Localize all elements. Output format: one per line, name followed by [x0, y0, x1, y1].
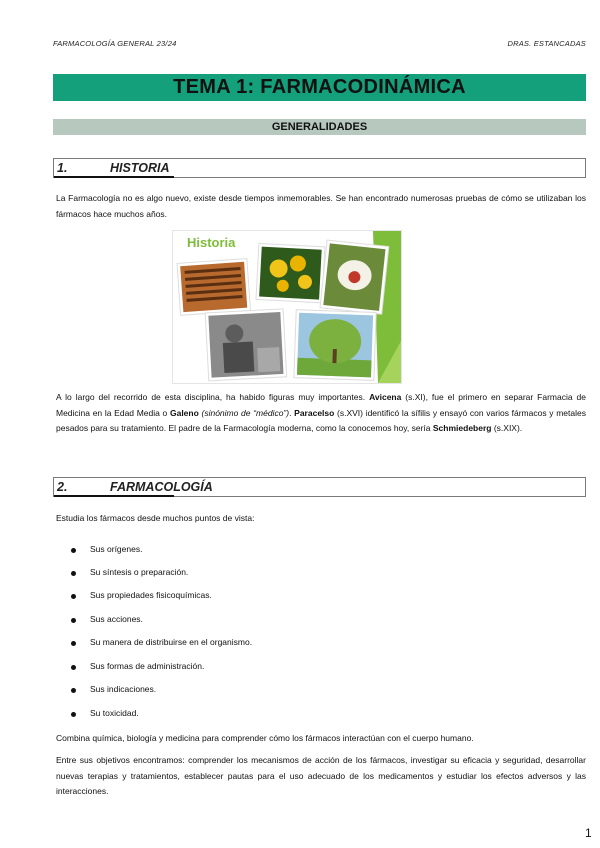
bullet-icon — [71, 618, 76, 623]
page-number: 1 — [585, 826, 592, 840]
list-item-text: Sus acciones. — [90, 614, 143, 624]
section-1-number: 1. — [57, 161, 68, 175]
bullet-icon — [71, 688, 76, 693]
page-title: TEMA 1: FARMACODINÁMICA — [53, 74, 586, 101]
paracelso-name: Paracelso — [294, 407, 335, 418]
section-1-underline — [54, 176, 174, 178]
list-item-text: Sus propiedades fisicoquímicas. — [90, 590, 212, 600]
collage-title: Historia — [187, 235, 236, 250]
bullet-icon — [71, 571, 76, 576]
bullet-icon — [71, 665, 76, 670]
yellow-flower-photo — [256, 243, 325, 302]
bullet-icon — [71, 712, 76, 717]
history-collage-image — [172, 230, 402, 384]
papyrus-photo — [177, 259, 250, 316]
section-1-title: HISTORIA — [110, 161, 170, 175]
section-1-intro: La Farmacología no es algo nuevo, existe desde tiempos inmemorables. Se han encontrado numerosas pruebas de cómo se utilizaban los fármacos hace muchos años. — [56, 193, 586, 219]
section-2-number: 2. — [57, 480, 68, 494]
history-text-4: . — [289, 407, 295, 418]
list-item-text: Su manera de distribuirse en el organismo. — [90, 637, 253, 647]
history-text-6: (s.XIX). — [491, 423, 523, 433]
list-item-text: Sus formas de administración. — [90, 661, 205, 671]
section-2-heading — [53, 477, 586, 497]
white-flower-photo — [320, 240, 389, 314]
list-item-text: Su síntesis o preparación. — [90, 567, 189, 577]
section-2-intro: Estudia los fármacos desde muchos puntos de vista: — [56, 513, 255, 523]
header-left: FARMACOLOGÍA GENERAL 23/24 — [53, 39, 177, 48]
section-2-paragraph-2: Combina química, biología y medicina para comprender cómo los fármacos interactúan con el cuerpo humano. — [56, 733, 474, 743]
history-text-1: A lo largo del recorrido de esta disciplina, ha habido figuras muy importantes. — [56, 392, 370, 402]
page-subtitle: GENERALIDADES — [53, 119, 586, 135]
bullet-icon — [71, 641, 76, 646]
willow-tree-photo — [294, 310, 376, 381]
galeno-note: (sinónimo de “médico”) — [201, 407, 290, 418]
section-2-paragraph-3: Entre sus objetivos encontramos: comprender los mecanismos de acción de los fármacos, investigar su eficacia y seguridad, desarrollar nuevas terapias y tratamientos, establecer pautas para el uso adecuado de los medicamentos y estudiar los efectos adversos y las interacciones. — [56, 755, 586, 796]
section-1-paragraph-2 — [56, 390, 586, 437]
section-1-heading — [53, 158, 586, 178]
history-collage-svg — [173, 231, 401, 383]
section-2-underline — [54, 495, 174, 497]
historic-figure-photo — [205, 309, 286, 381]
galeno-name: Galeno — [169, 407, 199, 418]
list-item-text: Su toxicidad. — [90, 708, 139, 718]
header-right: DRAS. ESTANCADAS — [507, 39, 586, 48]
list-item-text: Sus indicaciones. — [90, 684, 157, 694]
history-text-2: (s.XI), fue el primero en separar Farmacia de Medicina en la Edad Media o — [56, 392, 586, 418]
history-text-5: (s.XVI) identificó la sífilis y ensayó con varios fármacos y metales pesados para su tratamiento. El padre de la Farmacología moderna, como la conocemos hoy, sería — [56, 407, 586, 433]
list-item-text: Sus orígenes. — [90, 544, 143, 554]
avicena-name: Avicena — [369, 392, 402, 402]
section-2-title: FARMACOLOGÍA — [110, 480, 213, 494]
schmiedeberg-name: Schmiedeberg — [432, 423, 492, 433]
bullet-icon — [71, 594, 76, 599]
bullet-icon — [71, 548, 76, 553]
